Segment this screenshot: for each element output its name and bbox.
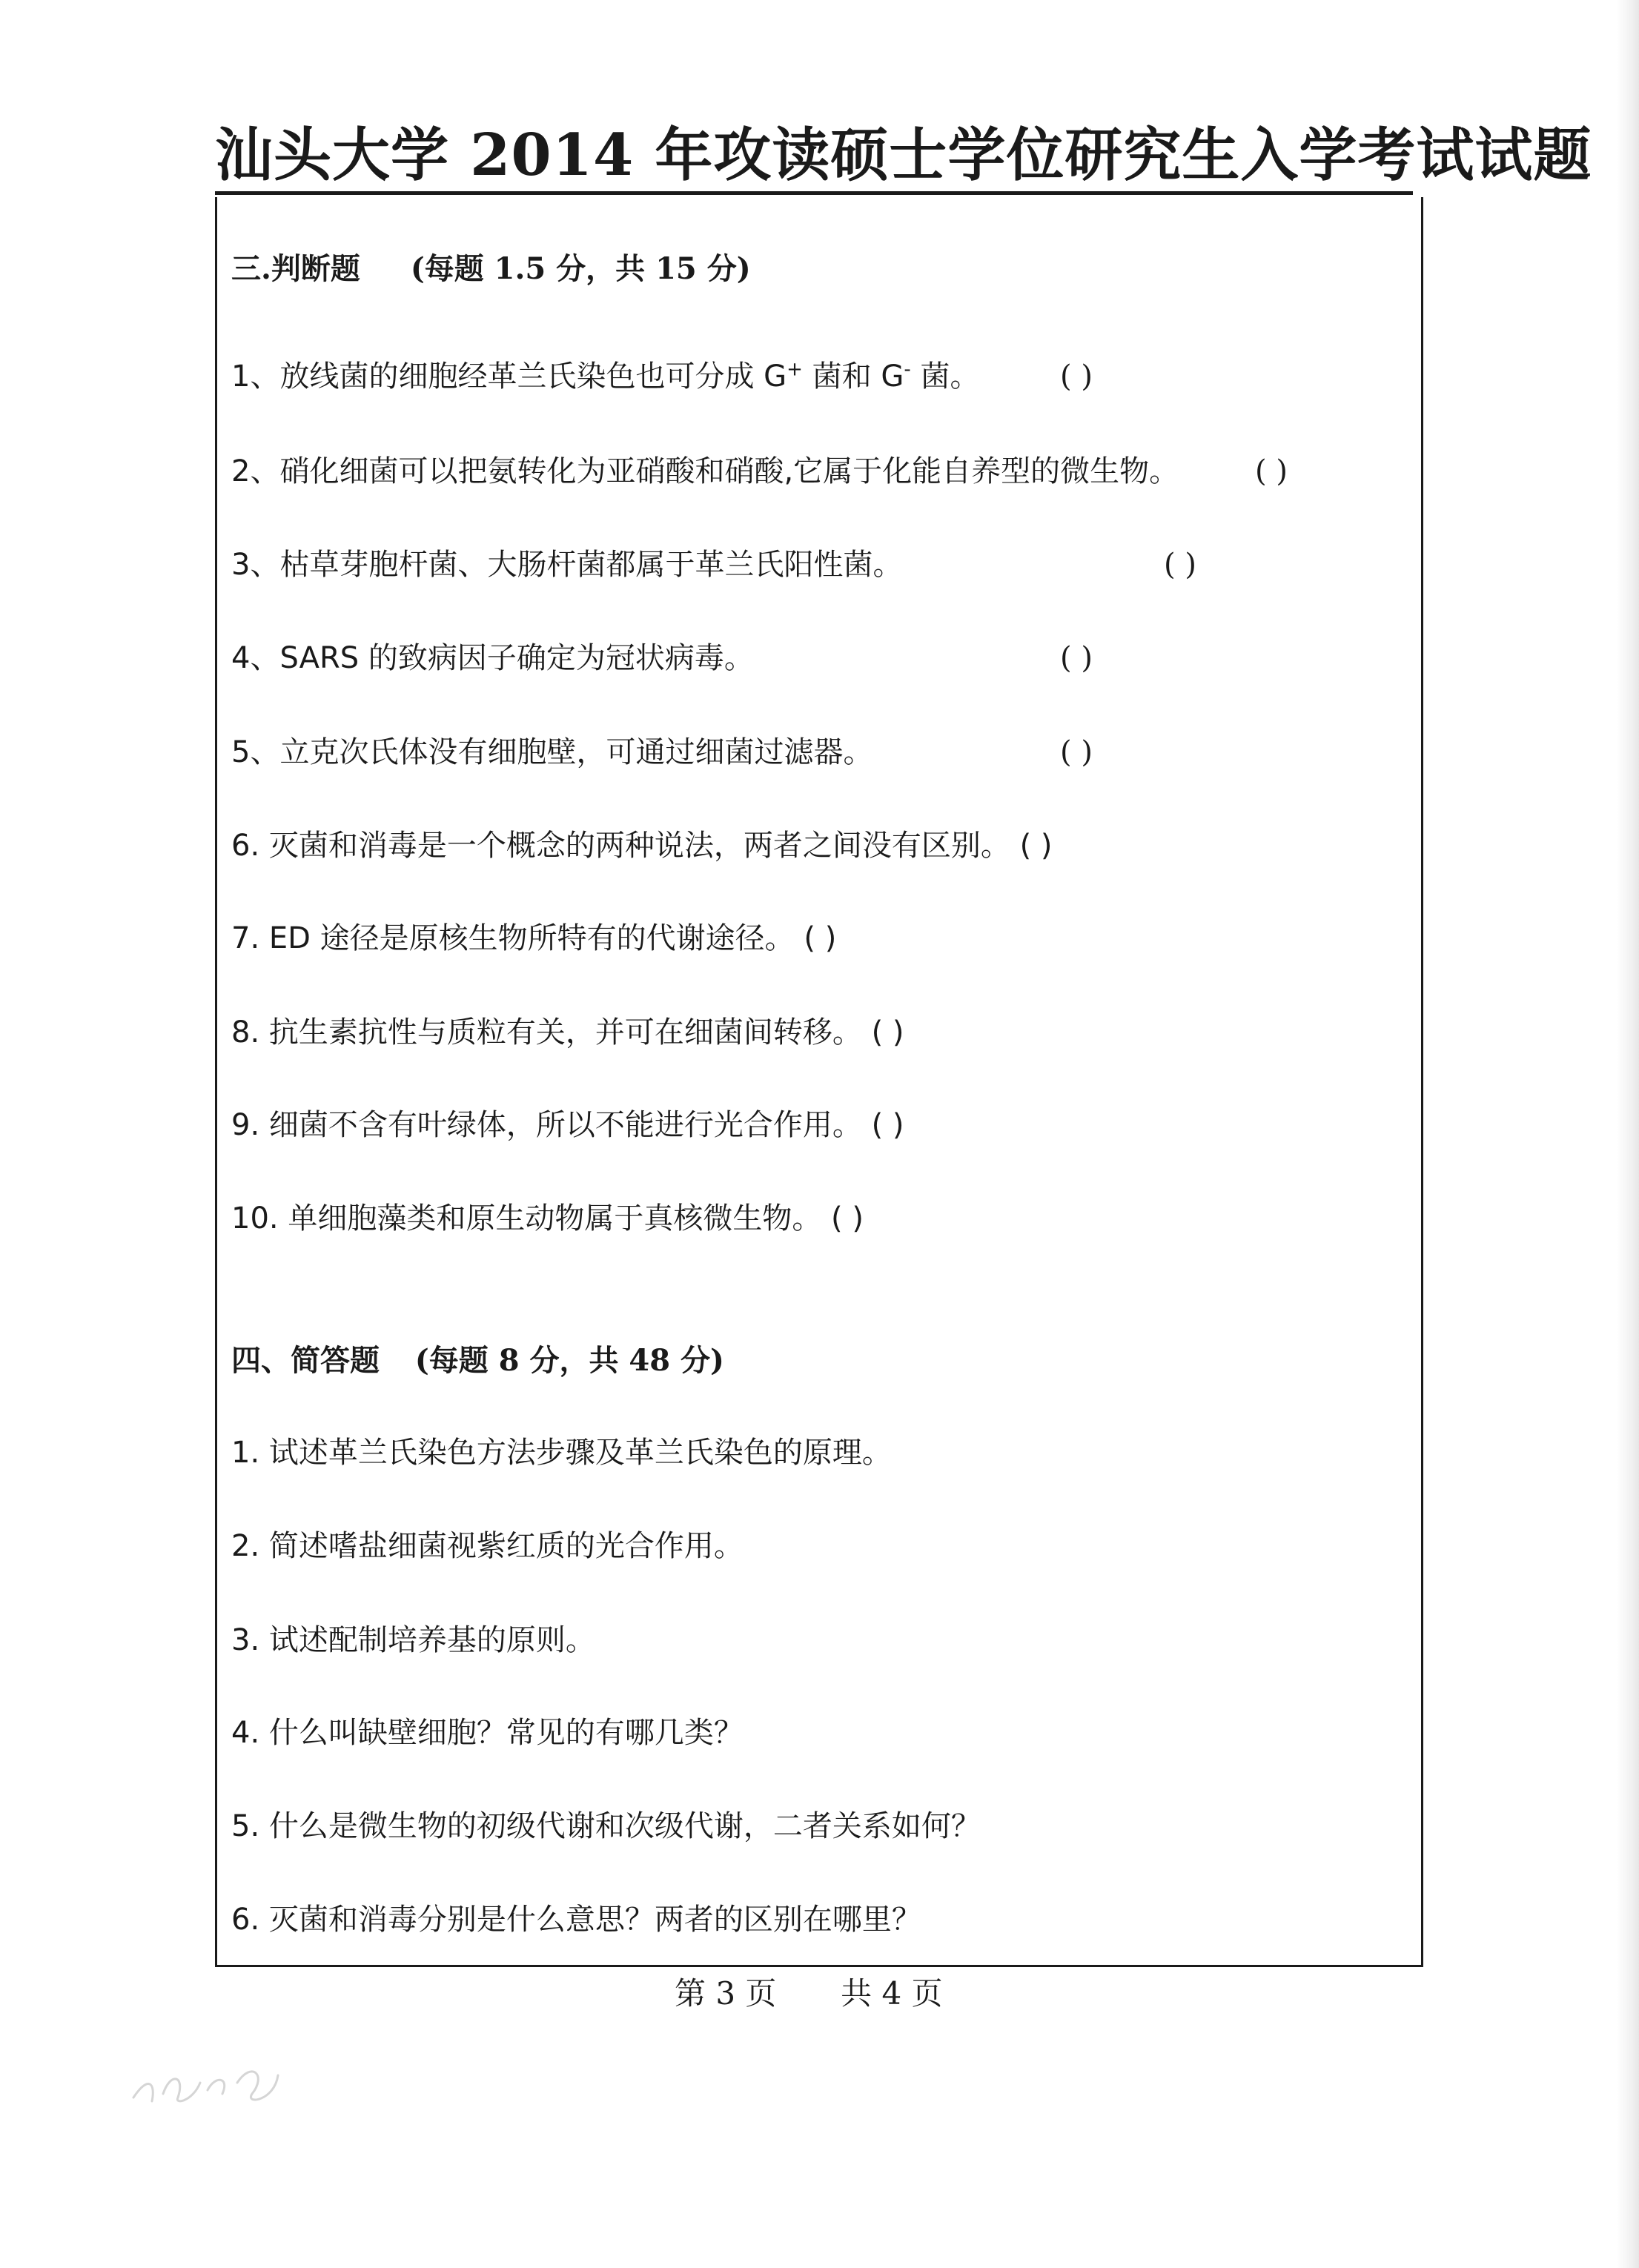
answer-paren-5: ( ) — [1060, 735, 1093, 769]
section3-title: 三.判断题 — [231, 251, 360, 286]
tf-question-1-text-b: 菌和 G — [802, 359, 904, 394]
tf-question-10-text: 10. 单细胞藻类和原生动物属于真核微生物。 — [231, 1201, 822, 1236]
section4-scoring: (每题 8 分，共 48 分) — [414, 1343, 724, 1378]
tf-question-2: 2、硝化细菌可以把氨转化为亚硝酸和硝酸,它属于化能自养型的微生物。 — [231, 454, 1179, 488]
tf-question-1-text-c: 菌。 — [910, 359, 980, 394]
answer-paren-6: ( ) — [1019, 829, 1053, 863]
page-total: 共 4 页 — [841, 1975, 943, 2012]
answer-paren-8: ( ) — [871, 1015, 904, 1050]
title-underline — [215, 191, 1413, 195]
tf-question-9-text: 9. 细菌不含有叶绿体，所以不能进行光合作用。 — [231, 1108, 862, 1142]
tf-question-9 — [231, 1103, 904, 1147]
answer-paren-10: ( ) — [831, 1201, 864, 1236]
answer-paren-9: ( ) — [871, 1108, 904, 1142]
gram-positive-sup: + — [787, 358, 803, 381]
page-title: 汕头大学 2014 年攻读硕士学位研究生入学考试试题 — [215, 122, 1592, 189]
tf-question-8-text: 8. 抗生素抗性与质粒有关，并可在细菌间转移。 — [231, 1015, 862, 1050]
tf-question-3: 3、枯草芽胞杆菌、大肠杆菌都属于革兰氏阳性菌。 — [231, 548, 903, 582]
answer-paren-4: ( ) — [1060, 641, 1093, 675]
answer-paren-3: ( ) — [1164, 548, 1196, 582]
short-answer-4: 4. 什么叫缺壁细胞？常见的有哪几类？ — [231, 1716, 744, 1750]
section3-scoring: (每题 1.5 分，共 15 分) — [410, 251, 751, 286]
short-answer-1: 1. 试述革兰氏染色方法步骤及革兰氏染色的原理。 — [231, 1436, 892, 1470]
short-answer-6: 6. 灭菌和消毒分别是什么意思？两者的区别在哪里？ — [231, 1903, 921, 1937]
short-answer-3: 3. 试述配制培养基的原则。 — [231, 1623, 595, 1657]
tf-question-1 — [231, 354, 980, 399]
answer-paren-7: ( ) — [804, 921, 837, 955]
tf-question-5: 5、立克次氏体没有细胞壁，可通过细菌过滤器。 — [231, 735, 873, 769]
section3-heading — [231, 247, 751, 291]
tf-question-10 — [231, 1196, 864, 1241]
section4-heading — [231, 1339, 724, 1383]
scan-edge-shadow — [1617, 0, 1639, 2268]
tf-question-7-text: 7. ED 途径是原核生物所特有的代谢途径。 — [231, 921, 795, 955]
gram-negative-sup: - — [904, 358, 911, 381]
short-answer-2: 2. 简述嗜盐细菌视紫红质的光合作用。 — [231, 1529, 744, 1563]
tf-question-7 — [231, 916, 836, 961]
tf-question-1-text-a: 1、放线菌的细胞经革兰氏染色也可分成 G — [231, 359, 787, 394]
page-number: 第 3 页 — [675, 1975, 777, 2012]
answer-paren-2: ( ) — [1255, 454, 1288, 488]
answer-paren-1: ( ) — [1060, 359, 1093, 394]
tf-question-6 — [231, 823, 1053, 868]
short-answer-5: 5. 什么是微生物的初级代谢和次级代谢，二者关系如何？ — [231, 1809, 981, 1843]
tf-question-4: 4、SARS 的致病因子确定为冠状病毒。 — [231, 641, 754, 675]
section4-title: 四、简答题 — [231, 1343, 380, 1378]
page-footer — [675, 1972, 943, 2016]
tf-question-8 — [231, 1010, 904, 1055]
tf-question-6-text: 6. 灭菌和消毒是一个概念的两种说法，两者之间没有区别。 — [231, 829, 1010, 863]
pencil-mark-icon — [126, 2031, 289, 2120]
